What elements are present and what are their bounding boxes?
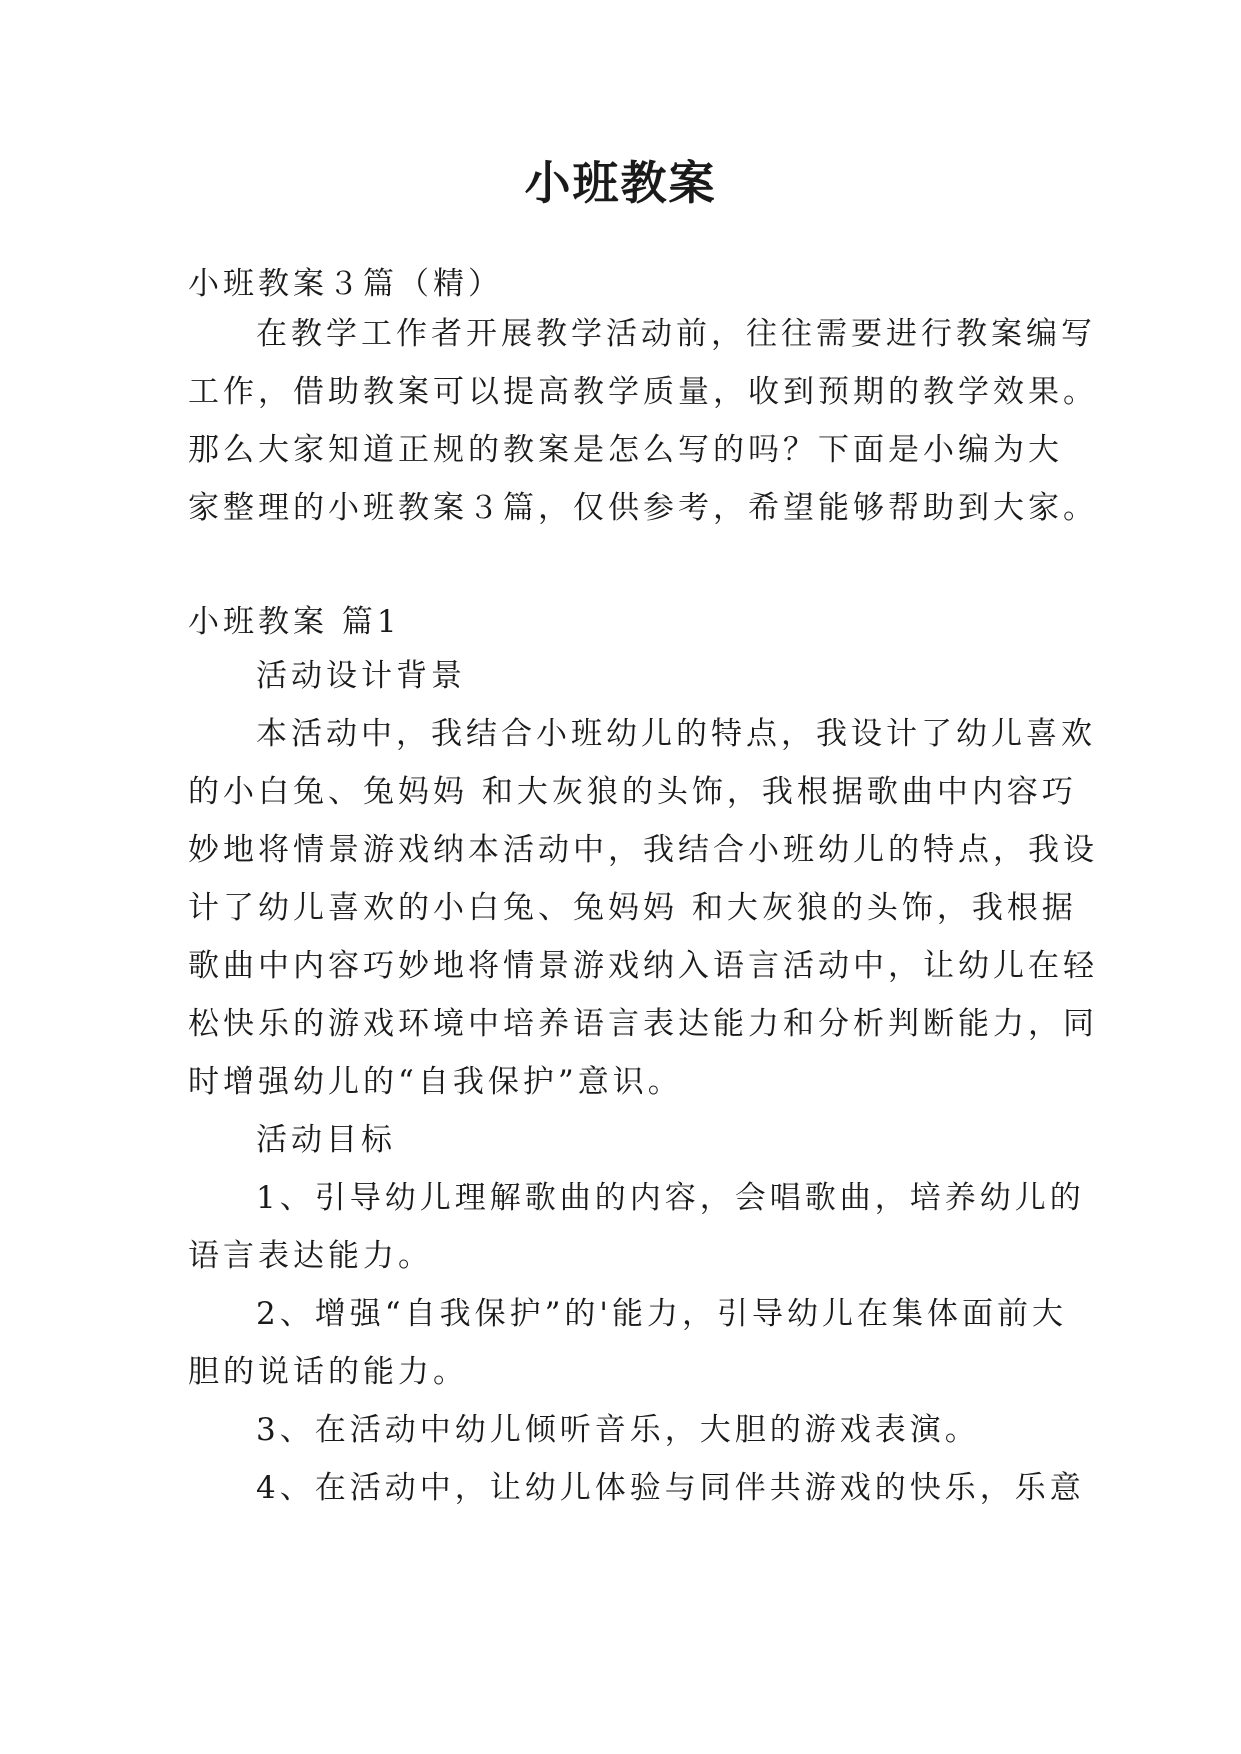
body-line: 的小白兔、兔妈妈 和大灰狼的头饰，我根据歌曲中内容巧 (188, 774, 1077, 810)
goal-line: 语言表达能力。 (188, 1238, 433, 1274)
body-line: 松快乐的游戏环境中培养语言表达能力和分析判断能力，同 (188, 1006, 1098, 1042)
body-line: 计了幼儿喜欢的小白兔、兔妈妈 和大灰狼的头饰，我根据 (188, 890, 1077, 926)
intro-line: 在教学工作者开展教学活动前，往往需要进行教案编写 (256, 316, 1096, 352)
body-line: 本活动中，我结合小班幼儿的特点，我设计了幼儿喜欢 (256, 716, 1096, 752)
body-line: 妙地将情景游戏纳本活动中，我结合小班幼儿的特点，我设 (188, 832, 1098, 868)
goal-line: 2、增强“自我保护”的'能力，引导幼儿在集体面前大 (256, 1296, 1067, 1332)
subheading: 活动目标 (256, 1122, 396, 1158)
goal-line: 胆的说话的能力。 (188, 1354, 468, 1390)
page-title: 小班教案 (524, 156, 717, 210)
goal-line: 1、引导幼儿理解歌曲的内容，会唱歌曲，培养幼儿的 (256, 1180, 1085, 1216)
intro-line: 那么大家知道正规的教案是怎么写的吗？下面是小编为大 (188, 432, 1063, 468)
body-line: 歌曲中内容巧妙地将情景游戏纳入语言活动中，让幼儿在轻 (188, 948, 1098, 984)
section-heading: 小班教案 篇1 (188, 604, 401, 640)
subtitle-line: 小班教案３篇（精） (188, 266, 503, 302)
body-line: 时增强幼儿的“自我保护”意识。 (188, 1064, 683, 1100)
intro-line: 家整理的小班教案３篇，仅供参考，希望能够帮助到大家。 (188, 490, 1098, 526)
goal-line: 4、在活动中，让幼儿体验与同伴共游戏的快乐，乐意 (256, 1470, 1085, 1506)
goal-line: 3、在活动中幼儿倾听音乐，大胆的游戏表演。 (256, 1412, 980, 1448)
intro-line: 工作，借助教案可以提高教学质量，收到预期的教学效果。 (188, 374, 1098, 410)
subheading: 活动设计背景 (256, 658, 466, 694)
